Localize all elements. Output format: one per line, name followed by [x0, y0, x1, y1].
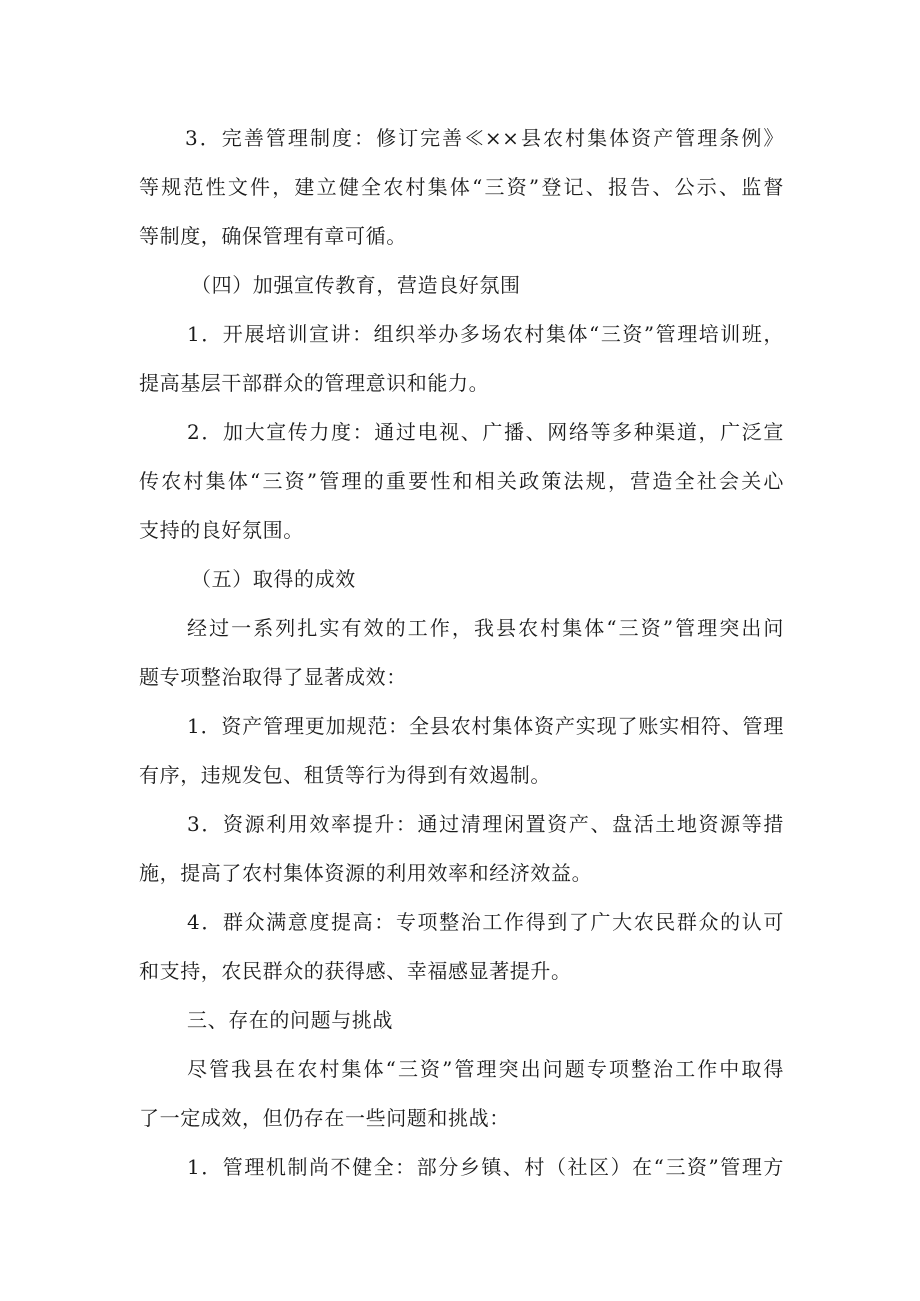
text-line: 2．加大宣传力度：通过电视、广播、网络等多种渠道，广泛宣: [187, 420, 784, 444]
text-line: 尽管我县在农村集体“三资”管理突出问题专项整治工作中取得: [187, 1057, 784, 1081]
text-line: 传农村集体“三资”管理的重要性和相关政策法规，营造全社会关心: [139, 469, 784, 493]
text-line: 4．群众满意度提高：专项整治工作得到了广大农民群众的认可: [187, 910, 784, 934]
text-line: 3．完善管理制度：修订完善≪××县农村集体资产管理条例》: [185, 126, 784, 150]
section-heading: 三、存在的问题与挑战: [187, 1008, 393, 1032]
text-line: 有序，违规发包、租赁等行为得到有效遏制。: [139, 763, 551, 787]
text-line: 3．资源利用效率提升：通过清理闲置资产、盘活土地资源等措: [187, 812, 784, 836]
text-line: 题专项整治取得了显著成效：: [139, 665, 407, 689]
text-line: 了一定成效，但仍存在一些问题和挑战：: [139, 1106, 510, 1130]
subsection-heading: （四）加强宣传教育，营造良好氛围: [191, 273, 521, 297]
text-line: 施，提高了农村集体资源的利用效率和经济效益。: [139, 861, 593, 885]
subsection-heading: （五）取得的成效: [191, 567, 356, 591]
text-line: 等制度，确保管理有章可循。: [139, 224, 407, 248]
text-line: 1．资产管理更加规范：全县农村集体资产实现了账实相符、管理: [187, 714, 784, 738]
text-line: 支持的良好氛围。: [139, 518, 304, 542]
text-line: 1．开展培训宣讲：组织举办多场农村集体“三资”管理培训班，: [187, 322, 784, 346]
text-line: 提高基层干部群众的管理意识和能力。: [139, 371, 490, 395]
text-line: 1．管理机制尚不健全：部分乡镇、村（社区）在“三资”管理方: [187, 1155, 784, 1179]
text-line: 和支持，农民群众的获得感、幸福感显著提升。: [139, 959, 572, 983]
text-line: 等规范性文件，建立健全农村集体“三资”登记、报告、公示、监督: [139, 175, 784, 199]
text-line: 经过一系列扎实有效的工作，我县农村集体“三资”管理突出问: [187, 616, 784, 640]
document-body: [139, 114, 784, 1192]
